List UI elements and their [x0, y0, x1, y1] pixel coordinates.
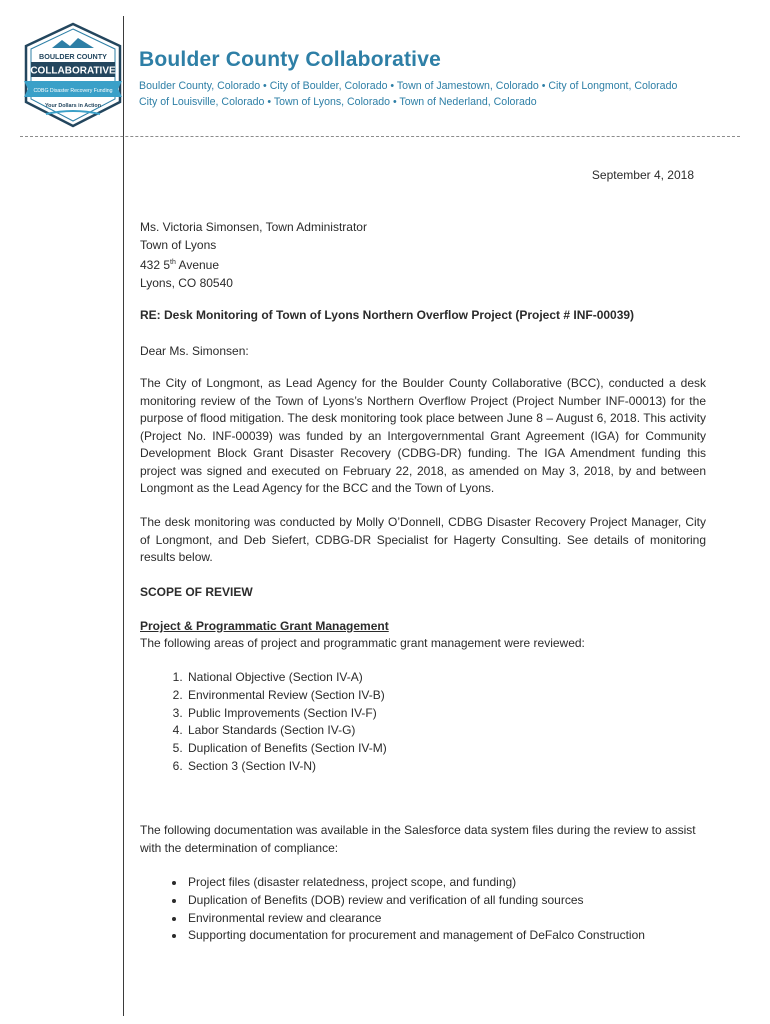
list-item: 3. Public Improvements (Section IV-F) [186, 705, 387, 723]
list-item: • Duplication of Benefits (DOB) review and verification of all funding sources [186, 892, 645, 910]
salutation: Dear Ms. Simonsen: [140, 344, 249, 358]
logo-main-text: COLLABORATIVE [30, 65, 116, 77]
recipient-org: Town of Lyons [140, 237, 217, 252]
recipient-street: 432 5th Avenue [140, 258, 220, 272]
collaborative-logo [22, 22, 124, 128]
documentation-list [140, 874, 645, 945]
org-title: Boulder County Collaborative [139, 48, 441, 71]
list-item: 4. Labor Standards (Section IV-G) [186, 722, 387, 740]
header-divider [20, 136, 740, 137]
list-item: • Project files (disaster relatedness, project scope, and funding) [186, 874, 645, 892]
logo-top-text: BOULDER COUNTY [39, 52, 107, 61]
review-areas-list [140, 669, 387, 776]
list-item: • Environmental review and clearance [186, 910, 645, 928]
list-item: 5. Duplication of Benefits (Section IV-M) [186, 740, 387, 758]
re-line: RE: Desk Monitoring of Town of Lyons Northern Overflow Project (Project # INF-00039) [140, 308, 635, 322]
member-list-line-2: City of Louisville, Colorado • Town of Lyons, Colorado • Town of Nederland, Colorado [139, 96, 537, 108]
list-item: 6. Section 3 (Section IV-N) [186, 758, 387, 776]
paragraph-1: The City of Longmont, as Lead Agency for the Boulder County Collaborative (BCC), conducted a desk monitoring review of the Town of Lyons’s Northern Overflow Project (Project Number INF-00013) for the purpose of flood mitigation. The desk monitoring took place between June 8 – August 6, 2018. This activity (Project No. INF-00039) was funded by an Intergovernmental Grant Agreement (IGA) for Community Development Block Grant Disaster Recovery (CDBG-DR) funding. The IGA Amendment funding this project was signed and executed on February 22, 2018, as amended on May 3, 2018, by and between Longmont as the Lead Agency for the BCC and the Town of Lyons. [140, 376, 706, 495]
logo-ribbon-text: CDBG Disaster Recovery Funding [33, 88, 113, 94]
member-list-line-1: Boulder County, Colorado • City of Boulder, Colorado • Town of Jamestown, Colorado • City of Longmont, Colorado [139, 80, 678, 92]
letter-date: September 4, 2018 [591, 168, 694, 182]
logo-tagline: Your Dollars in Action [44, 103, 102, 109]
vertical-margin-rule [123, 16, 124, 1016]
list-item: • Supporting documentation for procurement and management of DeFalco Construction [186, 927, 645, 945]
recipient-name: Ms. Victoria Simonsen, Town Administrator [140, 220, 367, 234]
review-areas-intro: The following areas of project and programmatic grant management were reviewed: [140, 636, 585, 650]
paragraph-3: The following documentation was available in the Salesforce data system files during the review to assist with the determination of compliance: [140, 823, 696, 855]
scope-heading: SCOPE OF REVIEW [140, 585, 253, 599]
recipient-city: Lyons, CO 80540 [140, 275, 233, 290]
grant-management-subheading: Project & Programmatic Grant Management [140, 619, 389, 633]
list-item: 1. National Objective (Section IV-A) [186, 669, 387, 687]
recipient-address [140, 219, 706, 292]
list-item: 2. Environmental Review (Section IV-B) [186, 687, 387, 705]
paragraph-2: The desk monitoring was conducted by Molly O’Donnell, CDBG Disaster Recovery Project Manager, City of Longmont, and Deb Siefert, CDBG-DR Specialist for Hagerty Consulting. See details of monitoring results below. [140, 515, 706, 564]
